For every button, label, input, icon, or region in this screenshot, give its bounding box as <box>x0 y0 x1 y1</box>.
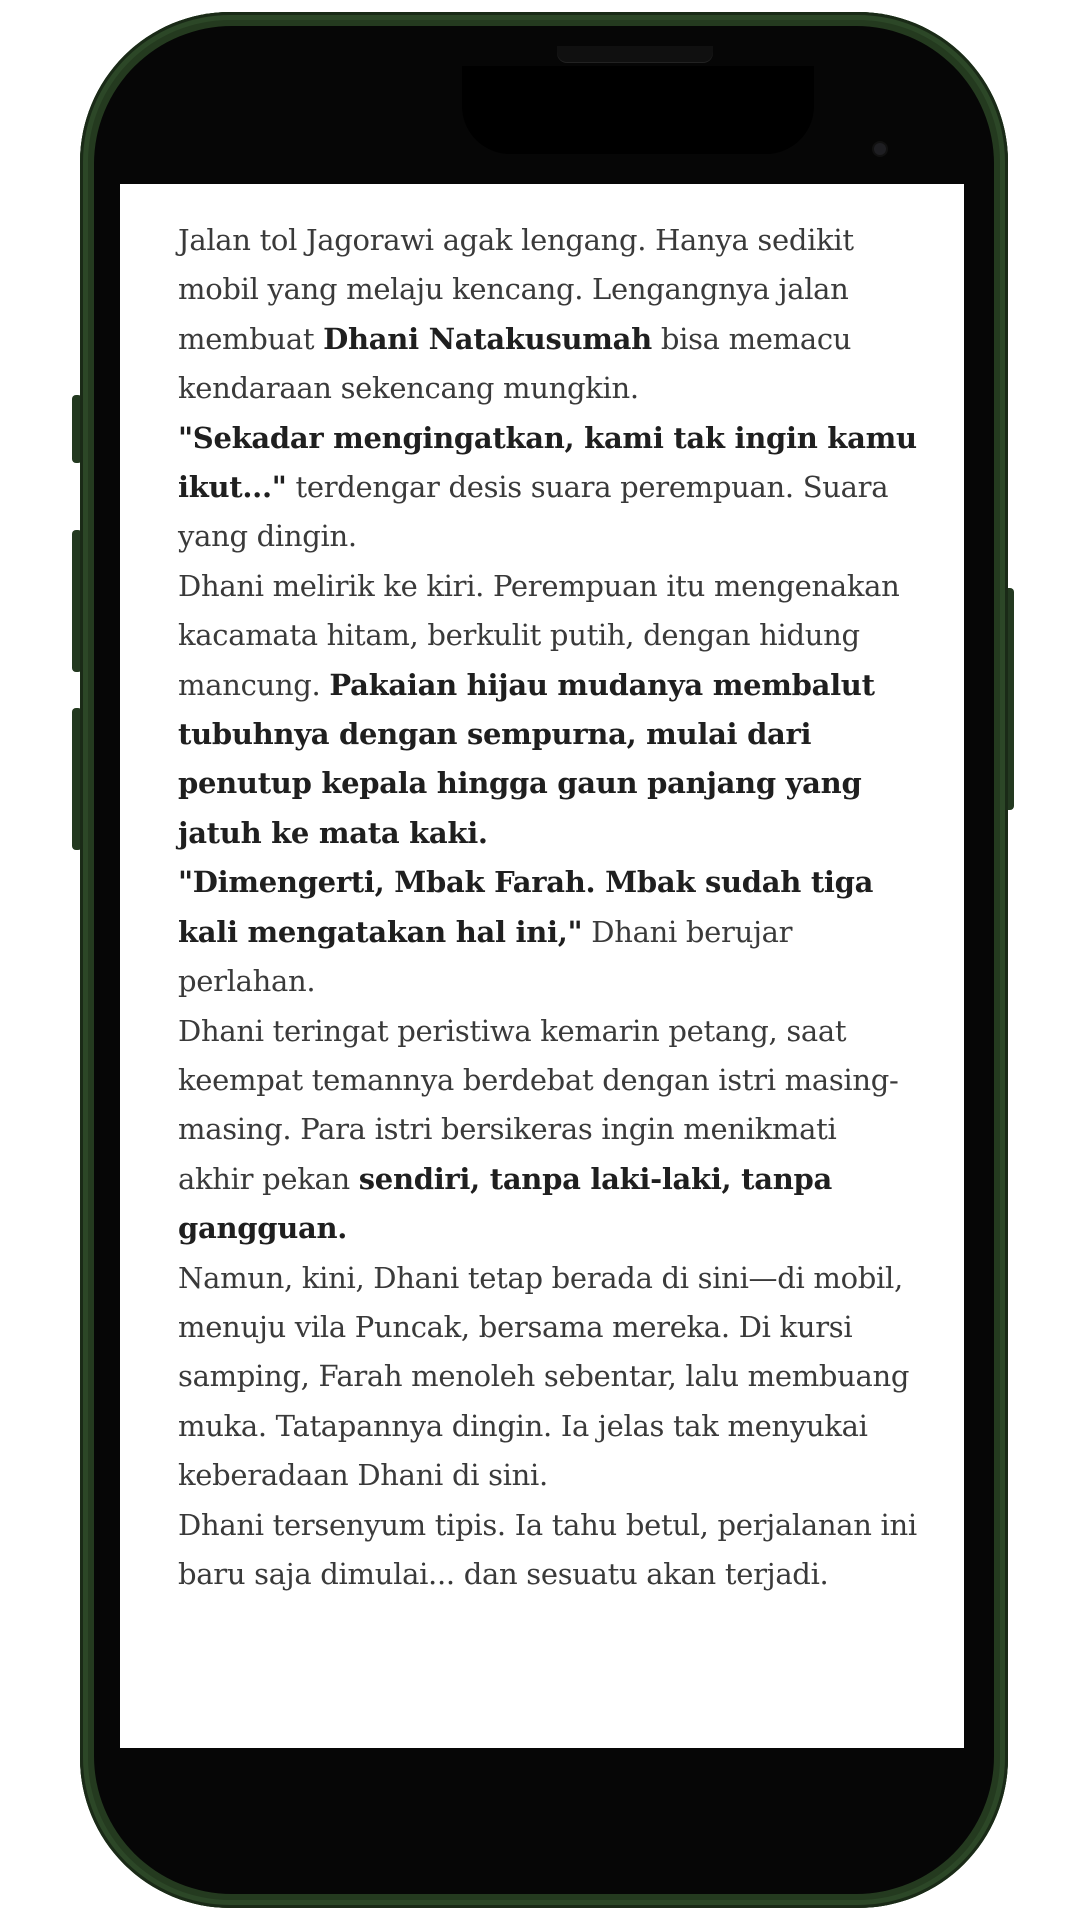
bold-text-segment: Pakaian hijau mudanya membalut tubuhnya dengan sempurna, mulai dari penutup kepala hingga gaun panjang yang jatuh ke mata kaki. <box>178 667 875 850</box>
text-segment: Dhani melirik ke kiri. Perempuan itu mengenakan kacamata hitam, berkulit putih, dengan hidung mancung. <box>178 568 900 702</box>
text-segment: bisa memacu kendaraan sekencang mungkin. <box>178 321 852 406</box>
notch <box>462 66 814 154</box>
story-paragraph <box>178 1501 918 1600</box>
story-article <box>178 216 918 1599</box>
text-segment: Namun, kini, Dhani tetap berada di sini—di mobil, menuju vila Puncak, bersama mereka. Di kursi samping, Farah menoleh sebentar, lalu membuang muka. Tatapannya dingin. Ia jelas tak menyukai keberadaan Dhani di sini. <box>178 1260 910 1493</box>
bold-text-segment: sendiri, tanpa laki-laki, tanpa gangguan. <box>178 1161 832 1246</box>
text-segment: Dhani berujar perlahan. <box>178 914 793 999</box>
speaker-slot <box>557 46 713 62</box>
story-paragraph <box>178 414 918 562</box>
story-paragraph <box>178 216 918 414</box>
text-segment: Dhani tersenyum tipis. Ia tahu betul, perjalanan ini baru saja dimulai... dan sesuatu akan terjadi. <box>178 1507 917 1591</box>
bold-text-segment: "Sekadar mengingatkan, kami tak ingin kamu ikut..." <box>178 420 917 505</box>
story-paragraph <box>178 1254 918 1501</box>
text-segment: Jalan tol Jagorawi agak lengang. Hanya sedikit mobil yang melaju kencang. Lengangnya jalan membuat <box>178 223 854 356</box>
bold-text-segment: "Dimengerti, Mbak Farah. Mbak sudah tiga kali mengatakan hal ini," <box>178 865 874 949</box>
story-paragraph <box>178 562 918 858</box>
story-paragraph <box>178 1007 918 1254</box>
bold-text-segment: Dhani Natakusumah <box>323 321 652 356</box>
front-camera-icon <box>874 143 886 155</box>
text-segment: terdengar desis suara perempuan. Suara yang dingin. <box>178 470 889 554</box>
text-segment: Dhani teringat peristiwa kemarin petang, saat keempat temannya berdebat dengan istri masing-masing. Para istri bersikeras ingin menikmati akhir pekan <box>178 1013 899 1196</box>
phone-screen[interactable] <box>120 184 964 1748</box>
story-paragraph <box>178 858 918 1006</box>
